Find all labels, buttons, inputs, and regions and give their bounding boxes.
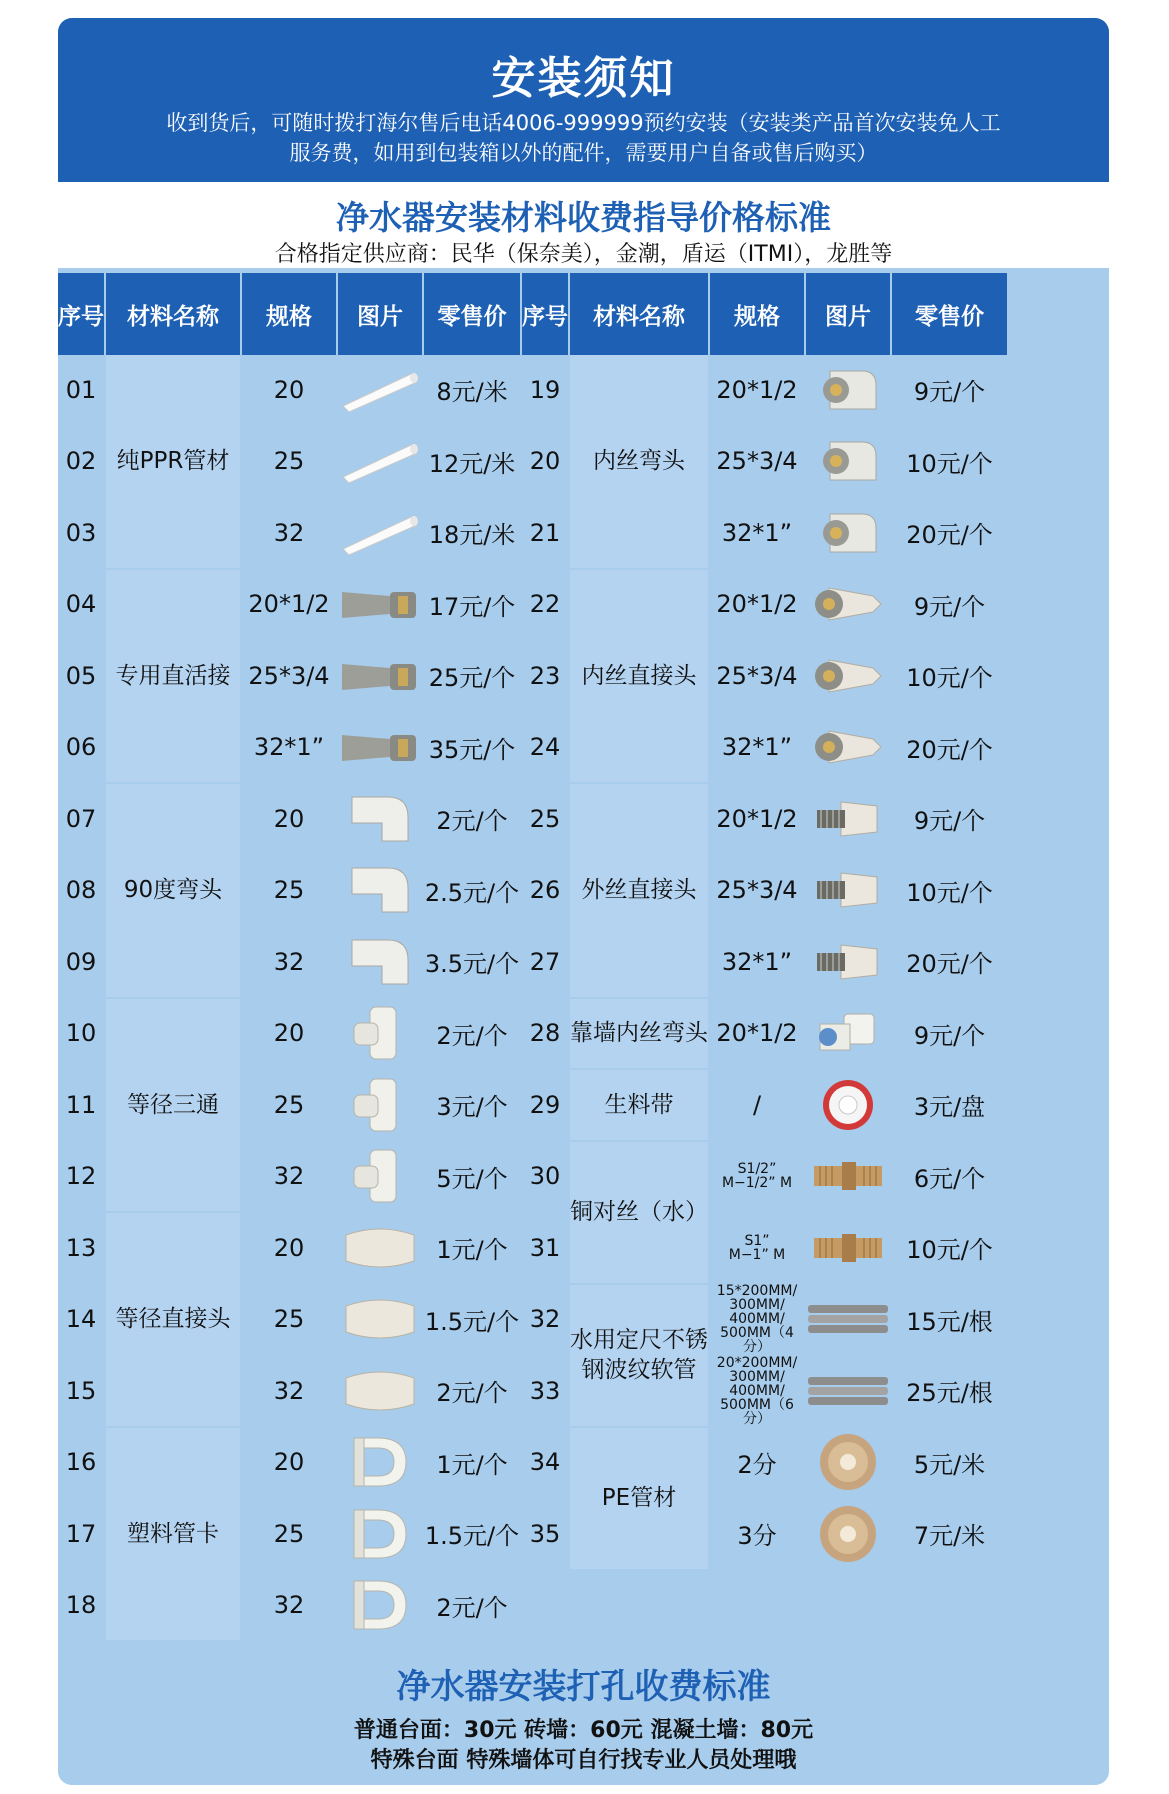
brass-nipple-icon [806,1213,890,1283]
material-name-cell: PE管材 [570,1428,708,1569]
spec-cell: 20*1/2 [710,784,804,854]
steel-hose-icon [806,1356,890,1426]
pipe-clip-icon [338,1428,422,1498]
spec-cell: 32*1” [710,927,804,997]
row-number: 05 [58,641,104,711]
row-number: 23 [522,641,568,711]
spec-cell: 25*3/4 [242,641,336,711]
material-name-cell: 靠墙内丝弯头 [570,999,708,1069]
drilling-fee-section [58,1643,1109,1785]
price-cell: 10元/个 [892,641,1007,711]
price-cell: 1元/个 [424,1428,520,1498]
notice-body [98,108,1069,168]
price-cell: 1.5元/个 [424,1499,520,1569]
union-fitting-icon [338,641,422,711]
spec-cell: 20*1/2 [710,999,804,1069]
spec-cell: 32 [242,1571,336,1641]
material-name-cell: 塑料管卡 [106,1428,240,1641]
spec-cell: 32 [242,927,336,997]
spec-cell: 32 [242,1356,336,1426]
empty-cell [710,1571,804,1641]
spec-line: M−1” M [728,1246,786,1263]
spec-line: M−1/2” M [721,1175,793,1192]
material-name-cell: 纯PPR管材 [106,355,240,568]
notice-line-1: 收到货后，可随时拨打海尔售后电话4006-999999预约安装（安装类产品首次安装免人工 [166,111,1001,135]
ppr-pipe-icon [338,427,422,497]
empty-cell [522,1571,568,1641]
notice-line-2: 服务费，如用到包装箱以外的配件，需要用户自备或售后购买） [289,141,878,165]
column-header: 零售价 [892,273,1007,355]
spec-line: 20*200MM/ [716,1354,798,1371]
elbow-90-icon [338,784,422,854]
tee-fitting-icon [338,1142,422,1212]
spec-cell [710,1285,804,1355]
row-number: 22 [522,570,568,640]
spec-cell: / [710,1070,804,1140]
row-number: 34 [522,1428,568,1498]
row-number: 27 [522,927,568,997]
price-cell: 25元/根 [892,1356,1007,1426]
price-cell: 2元/个 [424,1571,520,1641]
row-number: 29 [522,1070,568,1140]
price-cell: 12元/米 [424,427,520,497]
female-straight-icon [806,713,890,783]
price-cell: 20元/个 [892,927,1007,997]
spec-line: 300MM/ [729,1368,785,1385]
spec-cell: 32*1” [710,713,804,783]
spec-cell: 32*1” [710,498,804,568]
spec-cell: 20*1/2 [242,570,336,640]
row-number: 13 [58,1213,104,1283]
spec-cell: 20 [242,355,336,425]
price-cell: 15元/根 [892,1285,1007,1355]
spec-cell: 20*1/2 [710,355,804,425]
row-number: 03 [58,498,104,568]
column-header: 序号 [58,273,104,355]
spec-cell: 25 [242,856,336,926]
price-cell: 1.5元/个 [424,1285,520,1355]
supplier-line: 合格指定供应商：民华（保奈美），金潮，盾运（ITMI），龙胜等 [274,242,893,267]
female-straight-icon [806,641,890,711]
material-name-cell: 内丝直接头 [570,570,708,783]
female-elbow-icon [806,427,890,497]
spec-line: 400MM/ [729,1311,785,1328]
price-cell: 9元/个 [892,355,1007,425]
row-number: 12 [58,1142,104,1212]
row-number: 26 [522,856,568,926]
price-cell: 3元/个 [424,1070,520,1140]
price-cell: 9元/个 [892,784,1007,854]
material-name-cell: 铜对丝（水） [570,1142,708,1283]
spec-cell: 3分 [710,1499,804,1569]
row-number: 18 [58,1571,104,1641]
price-cell: 20元/个 [892,498,1007,568]
column-header: 图片 [338,273,422,355]
female-elbow-icon [806,498,890,568]
elbow-90-icon [338,927,422,997]
price-cell: 17元/个 [424,570,520,640]
spec-cell: 20 [242,1428,336,1498]
column-header: 零售价 [424,273,520,355]
row-number: 06 [58,713,104,783]
price-cell: 20元/个 [892,713,1007,783]
price-cell: 10元/个 [892,1213,1007,1283]
brass-nipple-icon [806,1142,890,1212]
female-straight-icon [806,570,890,640]
male-straight-icon [806,856,890,926]
row-number: 01 [58,355,104,425]
ppr-pipe-icon [338,498,422,568]
row-number: 14 [58,1285,104,1355]
spec-cell: 20*1/2 [710,570,804,640]
female-elbow-icon [806,355,890,425]
spec-cell: 25*3/4 [710,641,804,711]
spec-cell: 25 [242,427,336,497]
spec-line: 500MM（4分） [720,1325,794,1356]
row-number: 10 [58,999,104,1069]
pe-coil-icon [806,1428,890,1498]
row-number: 21 [522,498,568,568]
row-number: 25 [522,784,568,854]
price-cell: 9元/个 [892,999,1007,1069]
pipe-clip-icon [338,1499,422,1569]
row-number: 08 [58,856,104,926]
row-number: 02 [58,427,104,497]
row-number: 28 [522,999,568,1069]
price-cell: 6元/个 [892,1142,1007,1212]
price-cell: 5元/个 [424,1142,520,1212]
column-header: 规格 [242,273,336,355]
ppr-pipe-icon [338,355,422,425]
drilling-fee-prices: 普通台面：30元 砖墙：60元 混凝土墙：80元 [353,1718,814,1743]
tee-fitting-icon [338,999,422,1069]
price-cell: 2元/个 [424,784,520,854]
steel-hose-icon [806,1285,890,1355]
spec-line: 500MM（6分） [720,1396,794,1427]
row-number: 35 [522,1499,568,1569]
spec-cell: 25 [242,1499,336,1569]
material-name-cell: 内丝弯头 [570,355,708,568]
price-cell: 10元/个 [892,856,1007,926]
spec-cell: 32*1” [242,713,336,783]
spec-line: 400MM/ [729,1382,785,1399]
ptfe-tape-icon [806,1070,890,1140]
material-name-cell: 生料带 [570,1070,708,1140]
spec-cell: 25 [242,1070,336,1140]
material-name-cell: 等径三通 [106,999,240,1212]
price-cell: 1元/个 [424,1213,520,1283]
pipe-clip-icon [338,1571,422,1641]
price-cell: 3元/盘 [892,1070,1007,1140]
price-cell: 18元/米 [424,498,520,568]
row-number: 19 [522,355,568,425]
row-number: 15 [58,1356,104,1426]
row-number: 24 [522,713,568,783]
column-header: 规格 [710,273,804,355]
install-price-card [58,18,1109,1785]
union-fitting-icon [338,570,422,640]
empty-cell [892,1571,1007,1641]
spec-cell: 25*3/4 [710,856,804,926]
tee-fitting-icon [338,1070,422,1140]
spec-line: 300MM/ [729,1297,785,1314]
notice-title: 安装须知 [491,53,676,104]
column-header: 序号 [522,273,568,355]
row-number: 09 [58,927,104,997]
coupling-icon [338,1356,422,1426]
row-number: 16 [58,1428,104,1498]
spec-cell: 32 [242,498,336,568]
spec-cell: 32 [242,1142,336,1212]
price-cell: 10元/个 [892,427,1007,497]
spec-line: S1/2” [737,1161,777,1178]
price-cell: 2元/个 [424,1356,520,1426]
row-number: 32 [522,1285,568,1355]
row-number: 31 [522,1213,568,1283]
spec-line: 15*200MM/ [716,1283,798,1300]
coupling-icon [338,1285,422,1355]
male-straight-icon [806,784,890,854]
price-cell: 8元/米 [424,355,520,425]
empty-cell [806,1571,890,1641]
price-standard-header [58,182,1109,268]
price-cell: 2.5元/个 [424,856,520,926]
install-notice-banner [58,18,1109,182]
material-name-cell: 90度弯头 [106,784,240,997]
material-name-cell: 等径直接头 [106,1213,240,1426]
price-cell: 25元/个 [424,641,520,711]
material-name-line: 钢波纹软管 [581,1357,697,1383]
spec-cell [710,1142,804,1212]
column-header: 图片 [806,273,890,355]
spec-cell: 20 [242,1213,336,1283]
drilling-fee-note: 特殊台面 特殊墙体可自行找专业人员处理哦 [370,1748,797,1773]
spec-cell: 2分 [710,1428,804,1498]
column-header: 材料名称 [106,273,240,355]
drilling-fee-title: 净水器安装打孔收费标准 [396,1667,771,1707]
spec-cell: 25*3/4 [710,427,804,497]
coupling-icon [338,1213,422,1283]
male-straight-icon [806,927,890,997]
row-number: 11 [58,1070,104,1140]
wall-elbow-icon [806,999,890,1069]
row-number: 04 [58,570,104,640]
material-name-cell: 专用直活接 [106,570,240,783]
price-cell: 2元/个 [424,999,520,1069]
price-cell: 3.5元/个 [424,927,520,997]
price-standard-title: 净水器安装材料收费指导价格标准 [336,198,831,237]
price-cell: 35元/个 [424,713,520,783]
row-number: 33 [522,1356,568,1426]
spec-cell [710,1356,804,1426]
row-number: 17 [58,1499,104,1569]
material-name-cell: 外丝直接头 [570,784,708,997]
spec-cell: 20 [242,999,336,1069]
row-number: 20 [522,427,568,497]
price-cell: 5元/米 [892,1428,1007,1498]
material-name-line: 水用定尺不锈 [570,1327,708,1353]
row-number: 30 [522,1142,568,1212]
empty-cell [570,1571,708,1641]
price-cell: 9元/个 [892,570,1007,640]
spec-line: S1” [744,1232,770,1249]
union-fitting-icon [338,713,422,783]
spec-cell: 25 [242,1285,336,1355]
row-number: 07 [58,784,104,854]
price-cell: 7元/米 [892,1499,1007,1569]
column-header: 材料名称 [570,273,708,355]
pe-coil-icon [806,1499,890,1569]
spec-cell: 20 [242,784,336,854]
elbow-90-icon [338,856,422,926]
material-name-cell [570,1285,708,1426]
spec-cell [710,1213,804,1283]
